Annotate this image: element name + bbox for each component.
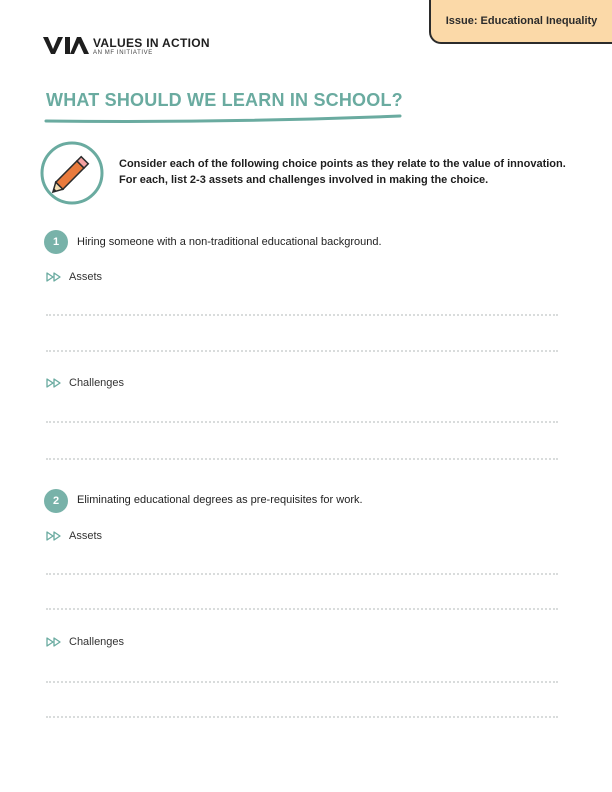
answer-line[interactable] <box>46 421 558 423</box>
instructions: Consider each of the following choice points as they relate to the value of innovation. For each, list 2-3 assets and challenges involved in making the choice. <box>119 158 566 186</box>
via-logo-icon <box>43 35 89 55</box>
question-number-badge: 2 <box>44 489 68 513</box>
page-title: WHAT SHOULD WE LEARN IN SCHOOL? <box>46 90 403 110</box>
assets-heading <box>46 271 102 283</box>
answer-line[interactable] <box>46 458 558 460</box>
assets-label: Assets <box>69 271 103 283</box>
logo <box>43 35 210 57</box>
assets-heading <box>46 530 102 542</box>
challenges-heading <box>46 636 124 648</box>
pencil-icon <box>40 141 104 205</box>
fast-forward-icon <box>46 637 62 647</box>
logo-subtitle: AN MF INITIATIVE <box>93 50 153 56</box>
answer-line[interactable] <box>46 573 558 575</box>
fast-forward-icon <box>46 531 62 541</box>
challenges-heading <box>46 377 124 389</box>
assets-label: Assets <box>69 530 103 542</box>
fast-forward-icon <box>46 378 62 388</box>
answer-line[interactable] <box>46 716 558 718</box>
fast-forward-icon <box>46 272 62 282</box>
question-number-badge: 1 <box>44 230 68 254</box>
answer-line[interactable] <box>46 314 558 316</box>
title-underline <box>44 113 404 125</box>
issue-tab: Issue: Educational Inequality <box>429 0 612 44</box>
challenges-label: Challenges <box>69 377 125 389</box>
question-text: Eliminating educational degrees as pre-requisites for work. <box>77 494 363 506</box>
answer-line[interactable] <box>46 608 558 610</box>
answer-line[interactable] <box>46 681 558 683</box>
answer-line[interactable] <box>46 350 558 352</box>
challenges-label: Challenges <box>69 636 125 648</box>
logo-title: VALUES IN ACTION <box>93 36 210 50</box>
question-text: Hiring someone with a non-traditional educational background. <box>77 236 382 248</box>
